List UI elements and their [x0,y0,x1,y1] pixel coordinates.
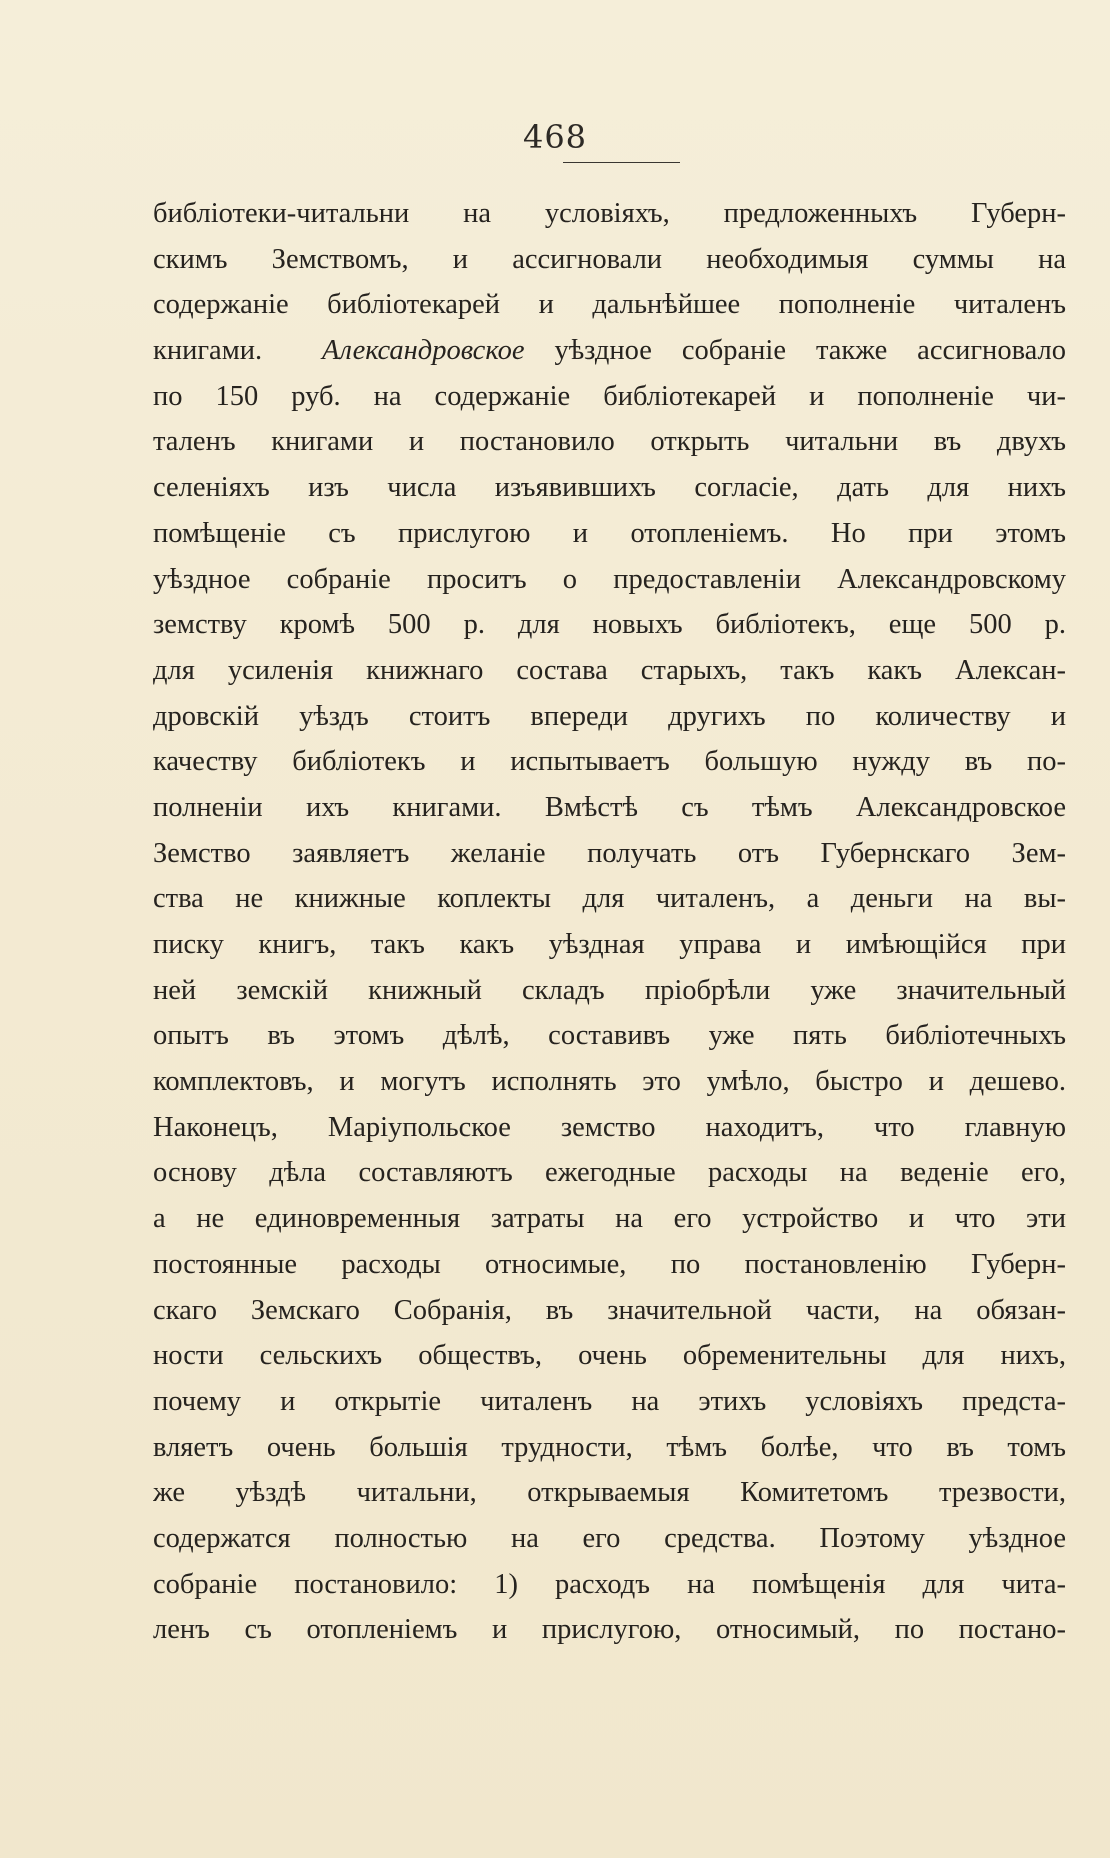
text-line: основу дѣла составляютъ ежегодные расходы на веденіе его, [153,1157,1066,1189]
text-line: содержатся полностью на его средства. Поэтому уѣздное [153,1522,1066,1554]
text-line: опытъ въ этомъ дѣлѣ, составивъ уже пять библіотечныхъ [153,1020,1066,1052]
text-line: ства не книжные коплекты для читаленъ, а деньги на вы- [153,883,1066,915]
text-line: ленъ съ отопленіемъ и прислугою, относимый, по постано- [153,1614,1066,1646]
page-number: 468 [522,118,588,156]
text-line: Наконецъ, Маріупольское земство находитъ, что главную [153,1111,1066,1143]
text-line: скимъ Земствомъ, и ассигновали необходимыя суммы на [153,243,1066,275]
text-line: же уѣздѣ читальни, открываемыя Комитетомъ трезвости, [153,1477,1066,1509]
text-line: дровскій уѣздъ стоитъ впереди другихъ по количеству и [153,700,1066,732]
text-line: библіотеки-читальни на условіяхъ, предложенныхъ Губерн- [153,198,1066,229]
header-rule [563,162,680,163]
text-line: по 150 руб. на содержаніе библіотекарей и пополненіе чи- [153,380,1066,412]
text-line: постоянные расходы относимые, по постановленію Губерн- [153,1248,1066,1280]
text-line: почему и открытіе читаленъ на этихъ условіяхъ предста- [153,1385,1066,1417]
text-line: селеніяхъ изъ числа изъявившихъ согласіе, дать для нихъ [153,472,1066,504]
line-start: книгами. [153,335,263,367]
text-line [153,328,1066,374]
text-line: земству кромѣ 500 р. для новыхъ библіотекъ, еще 500 р. [153,609,1066,641]
text-line: комплектовъ, и могутъ исполнять это умѣло, быстро и дешево. [153,1066,1066,1098]
line-rest: уѣздное собраніе также ассигновало [554,335,1066,367]
text-line: собраніе постановило: 1) расходъ на помѣщенія для чита- [153,1568,1066,1600]
text-line: таленъ книгами и постановило открыть читальни въ двухъ [153,426,1066,458]
text-line: полненіи ихъ книгами. Вмѣстѣ съ тѣмъ Александровское [153,791,1066,823]
text-line: содержаніе библіотекарей и дальнѣйшее пополненіе читаленъ [153,289,1066,321]
text-line: Земство заявляетъ желаніе получать отъ Губернскаго Зем- [153,837,1066,869]
text-body [153,191,1066,1653]
text-line: помѣщеніе съ прислугою и отопленіемъ. Но при этомъ [153,517,1066,549]
text-line: ней земскій книжный складъ пріобрѣли уже значительный [153,974,1066,1006]
text-line: уѣздное собраніе проситъ о предоставленіи Александровскому [153,563,1066,595]
text-line: качеству библіотекъ и испытываетъ большую нужду въ по- [153,746,1066,778]
text-line: вляетъ очень большія трудности, тѣмъ болѣе, что въ томъ [153,1431,1066,1463]
text-line: писку книгъ, такъ какъ уѣздная управа и имѣющійся при [153,929,1066,960]
text-line: для усиленія книжнаго состава старыхъ, такъ какъ Алексан- [153,654,1066,686]
text-line: скаго Земскаго Собранія, въ значительной части, на обязан- [153,1294,1066,1326]
text-line: а не единовременныя затраты на его устройство и что эти [153,1203,1066,1235]
text-line: ности сельскихъ обществъ, очень обременительны для нихъ, [153,1340,1066,1372]
italic-term: Александровское [322,335,525,367]
